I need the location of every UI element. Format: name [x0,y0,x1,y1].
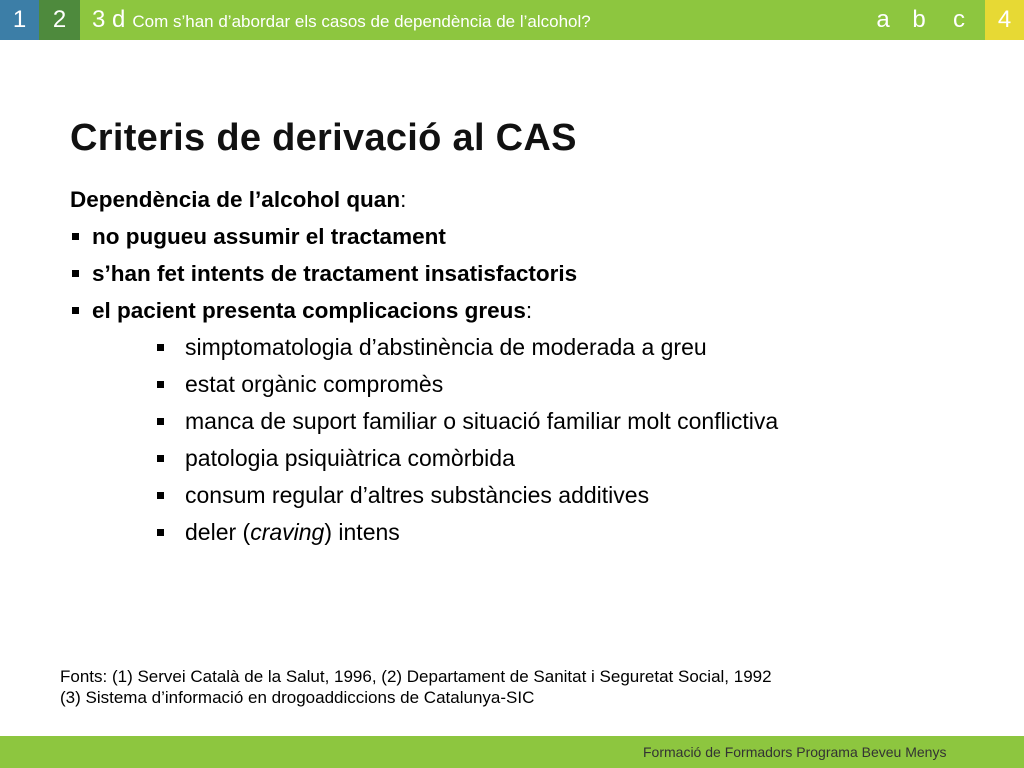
section-title: Com s’han d’abordar els casos de dependència de l’alcohol? [132,12,591,31]
criterion-item [0,255,1024,292]
slide-title: Criteris de derivació al CAS [70,117,577,159]
intro-text: Dependència de l’alcohol quan [70,187,401,212]
square-bullet-icon [157,492,164,499]
craving-term: craving [250,519,325,545]
criterion-text: s’han fet intents de tractament insatisfactoris [92,261,578,286]
subsection-link-c[interactable]: c [953,6,965,33]
nav-tab-1[interactable]: 1 [0,0,39,40]
square-bullet-icon [72,270,79,277]
intro-colon: : [400,187,407,212]
complication-item [0,477,1024,514]
complication-item [0,403,1024,440]
square-bullet-icon [157,418,164,425]
square-bullet-icon [157,529,164,536]
sources-line: (3) Sistema d’informació en drogoaddiccions de Catalunya-SIC [60,688,535,707]
criteria-list [0,181,1024,551]
nav-tab-4[interactable]: 4 [985,0,1024,40]
section-code-link[interactable]: 3 d [92,6,126,33]
footer-bar [0,736,1024,768]
square-bullet-icon [157,381,164,388]
subsection-link-b[interactable]: b [912,6,926,33]
footer-text: Formació de Formadors Programa Beveu Menys [643,744,947,760]
criterion-text: no pugueu assumir el tractament [92,224,446,249]
square-bullet-icon [72,307,79,314]
section-heading [92,0,591,40]
sources-line: Fonts: (1) Servei Català de la Salut, 1996, (2) Departament de Sanitat i Seguretat Social, 1992 [60,667,772,686]
criterion-text: el pacient presenta complicacions greus [92,298,526,323]
complication-item [0,440,1024,477]
complication-text: manca de suport familiar o situació familiar molt conflictiva [185,408,779,434]
subsection-link-a[interactable]: a [876,6,890,33]
complication-text: deler ( [185,519,251,545]
complication-text-end: ) intens [324,519,400,545]
sources-note [60,666,772,708]
criterion-colon: : [525,298,533,323]
nav-tab-2[interactable]: 2 [39,0,80,40]
complication-item [0,366,1024,403]
complication-text: simptomatologia d’abstinència de moderada a greu [185,334,707,360]
complication-text: estat orgànic compromès [185,371,444,397]
top-navigation-bar [0,0,1024,40]
section-header-bar [80,0,985,40]
square-bullet-icon [72,233,79,240]
square-bullet-icon [157,344,164,351]
complication-item [0,329,1024,366]
square-bullet-icon [157,455,164,462]
criterion-item [0,292,1024,329]
complication-text: consum regular d’altres substàncies additives [185,482,650,508]
intro-line [0,181,1024,218]
criterion-item [0,218,1024,255]
complication-item [0,514,1024,551]
complication-text: patologia psiquiàtrica comòrbida [185,445,515,471]
